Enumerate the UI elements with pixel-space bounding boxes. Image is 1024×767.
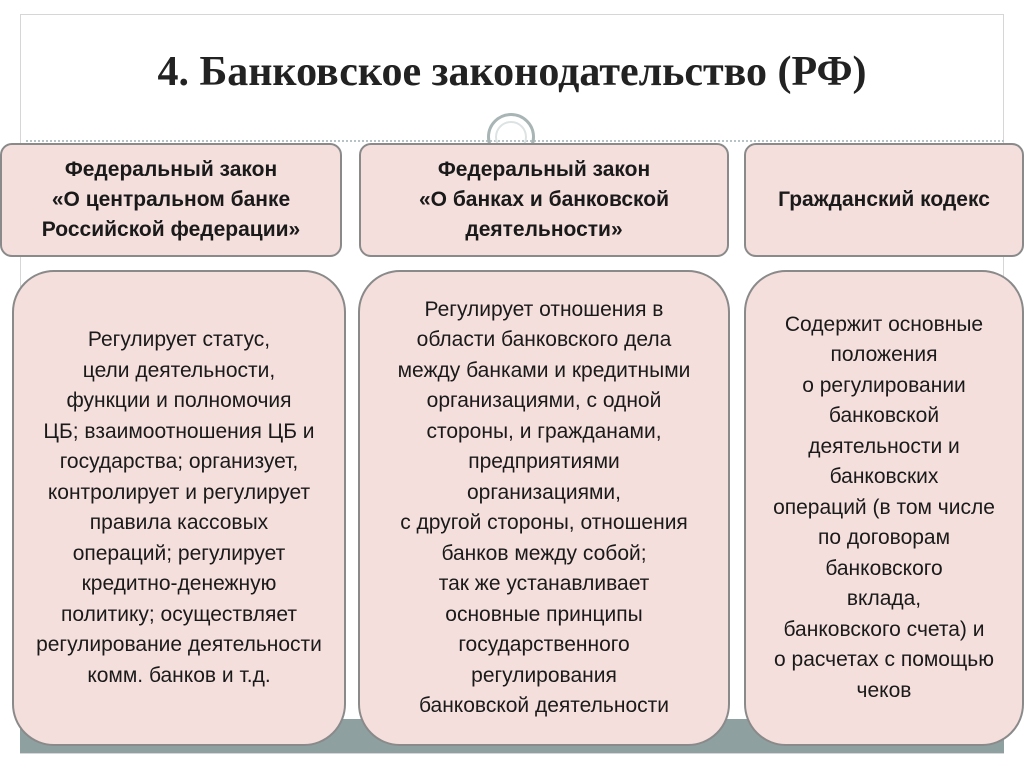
content-banks-law bbox=[358, 270, 730, 746]
content-cb-law bbox=[12, 270, 346, 746]
header-cb-law-label: Федеральный закон «О центральном банке Российской федерации» bbox=[41, 158, 301, 241]
header-banks-law-label: Федеральный закон «О банках и банковской деятельности» bbox=[418, 158, 670, 241]
content-banks-law-text: Регулирует отношения в области банковского дела между банками и кредитными организациями, с одной стороны, и гражданами, предприятиями организациями, с другой стороны, отношения банков между собой; так же устанавливает основные принципы государственного регулирования банковской деятельности bbox=[397, 297, 691, 717]
header-banks-law bbox=[359, 143, 729, 257]
header-civil-code-label: Гражданский кодекс bbox=[778, 188, 990, 211]
content-cb-law-text: Регулирует статус, цели деятельности, функции и полномочия ЦБ; взаимоотношения ЦБ и государства; организует, контролирует и регулирует правила кассовых операций; регулирует кредитно-денежную политику; осуществляет регулирование деятельности комм. банков и т.д. bbox=[36, 328, 322, 687]
content-civil-code-text: Содержит основные положения о регулировании банковской деятельности и банковских операций (в том числе по договорам банковского вклада, банковского счета) и о расчетах с помощью чеков bbox=[773, 312, 995, 702]
slide-title: 4. Банковское законодательство (РФ) bbox=[157, 49, 867, 95]
header-civil-code bbox=[744, 143, 1024, 257]
header-cb-law bbox=[0, 143, 342, 257]
content-civil-code bbox=[744, 270, 1024, 746]
